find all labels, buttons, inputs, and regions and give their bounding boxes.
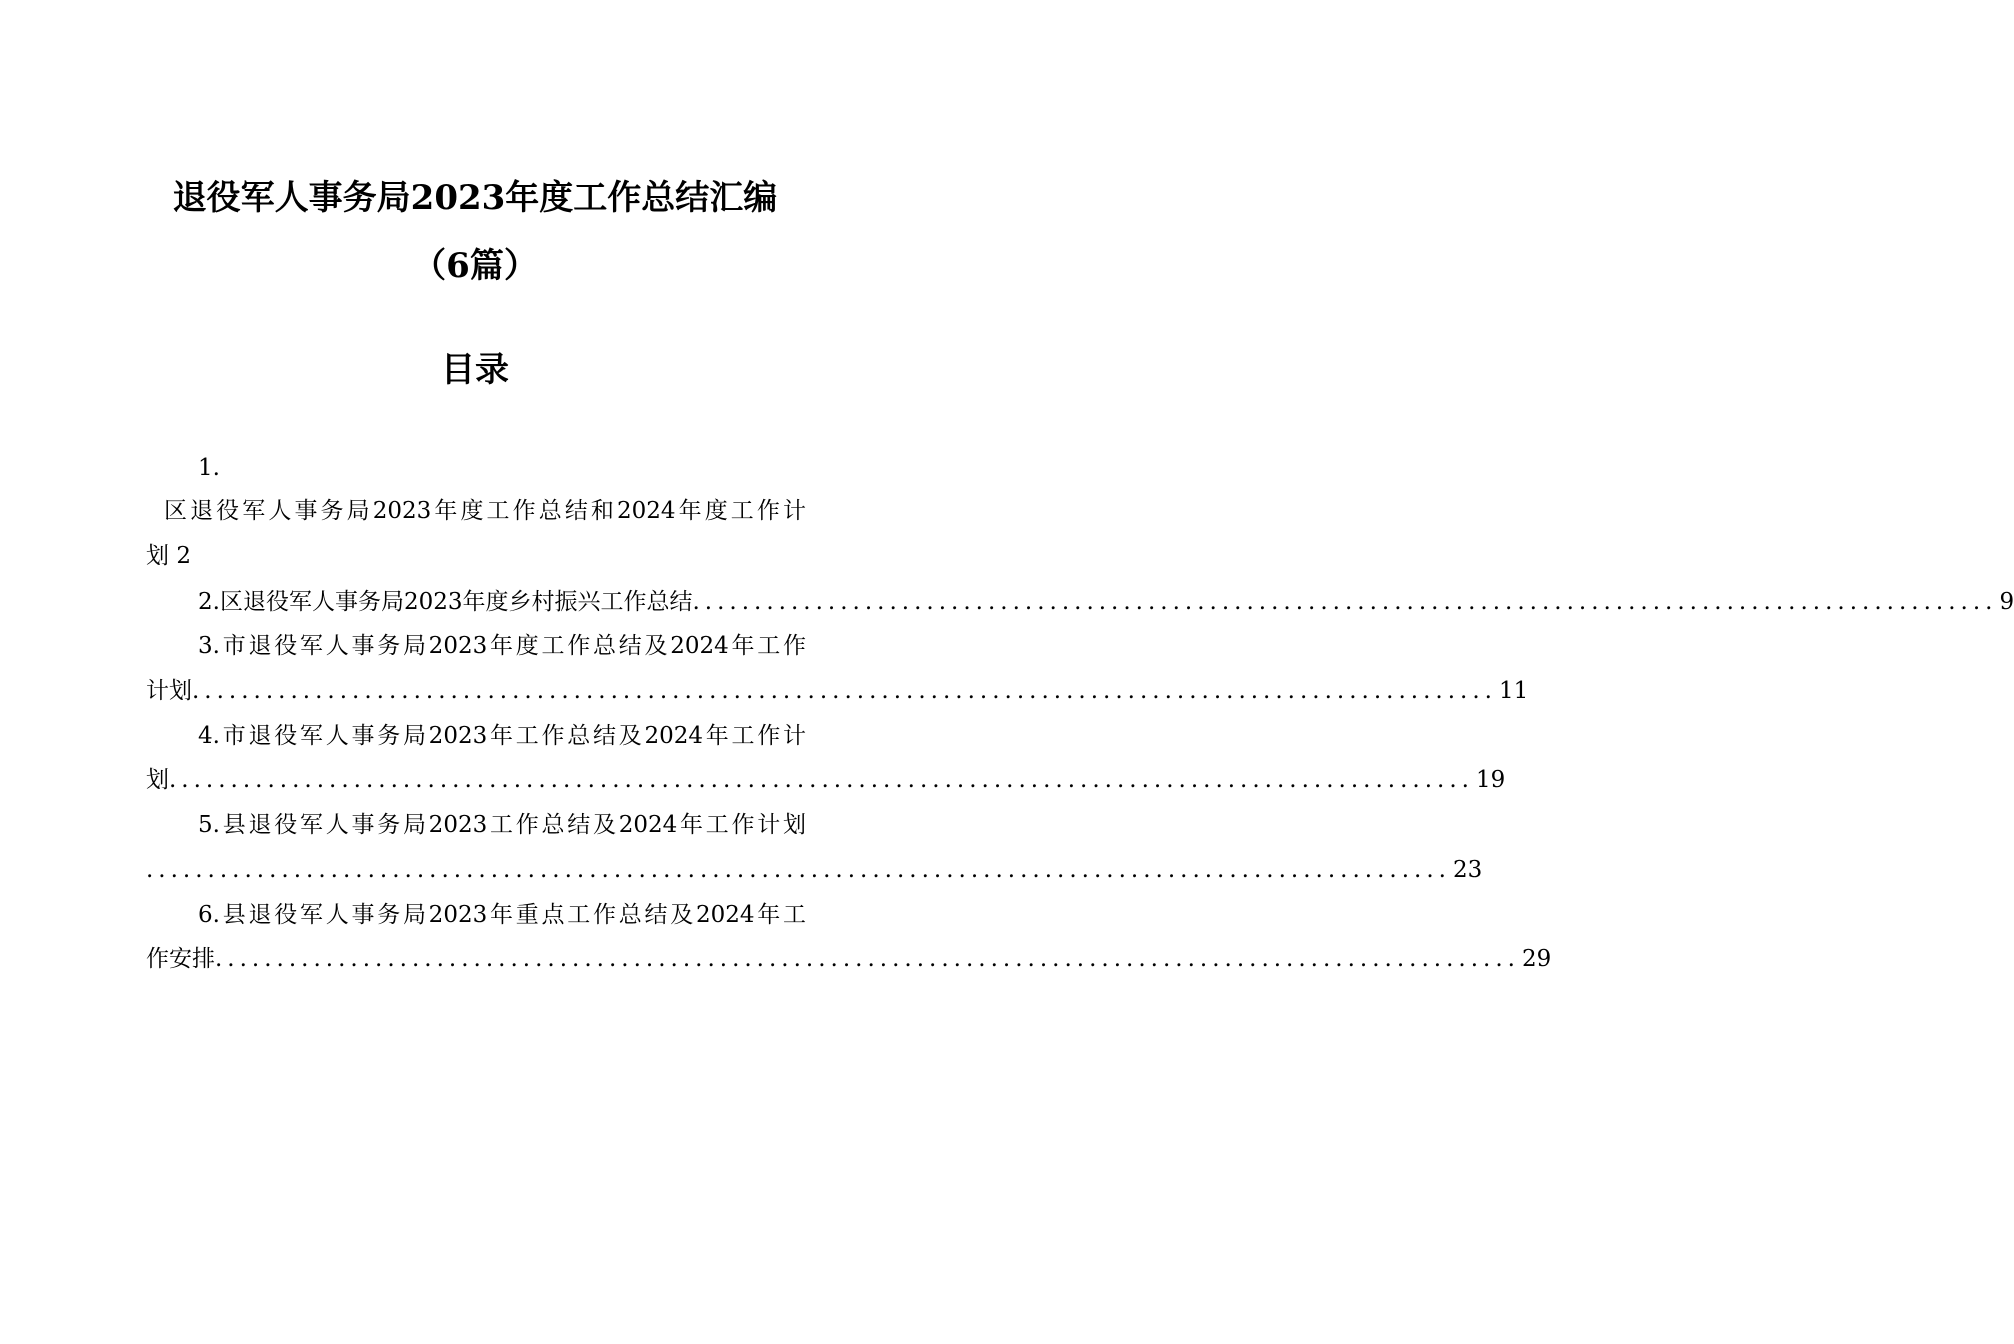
toc-entry-6-line1[interactable]: 6.县退役军人事务局2023年重点工作总结及2024年工	[198, 902, 806, 928]
toc-leader-dots: ..........................................................................................................	[215, 946, 1520, 972]
toc-entry-1-number[interactable]	[146, 451, 806, 485]
toc-entry-2[interactable]	[146, 585, 2014, 619]
toc-leader-dots: ..........................................................................................................	[192, 678, 1497, 704]
toc-entry-text: 作安排	[146, 946, 215, 972]
toc-leader-dots: ..........................................................................................................	[692, 589, 1998, 615]
toc-entry-number: 1.	[198, 455, 220, 481]
toc-entry-page: 23	[1452, 857, 1483, 883]
toc-entry-page: 19	[1475, 767, 1506, 793]
toc-entry-1-line2[interactable]	[146, 539, 806, 573]
toc-entry-5-line1[interactable]: 5.县退役军人事务局2023工作总结及2024年工作计划	[198, 812, 806, 838]
toc-entry-1-line1[interactable]: 区退役军人事务局2023年度工作总结和2024年度工作计	[164, 498, 806, 524]
toc-entry-page: 11	[1498, 678, 1529, 704]
toc-entry-text: 划	[146, 543, 169, 569]
toc-heading: 目录	[441, 350, 509, 390]
toc-entry-6-line2[interactable]	[146, 942, 1552, 976]
toc-entry-4-line2[interactable]	[146, 763, 1506, 797]
toc-leader-dots: ..........................................................................................................	[169, 767, 1474, 793]
toc-entry-page: 29	[1521, 946, 1552, 972]
toc-entry-3-line2[interactable]	[146, 674, 1529, 708]
toc-entry-4-line1[interactable]: 4.市退役军人事务局2023年工作总结及2024年工作计	[198, 723, 806, 749]
table-of-contents	[146, 0, 2014, 1000]
toc-entry-5-line2[interactable]	[146, 853, 1483, 887]
document-subtitle-count: （6篇）	[412, 246, 538, 286]
toc-leader-dots: ..........................................................................................................	[146, 857, 1451, 883]
toc-entry-page: 2	[176, 543, 191, 569]
document-title: 退役军人事务局2023年度工作总结汇编	[172, 178, 778, 218]
toc-entry-text: 划	[146, 767, 169, 793]
toc-entry-text: 计划	[146, 678, 192, 704]
toc-entry-text: 2.区退役军人事务局2023年度乡村振兴工作总结	[198, 589, 693, 615]
toc-entry-page: 9	[1999, 589, 2014, 615]
toc-entry-3-line1[interactable]: 3.市退役军人事务局2023年度工作总结及2024年工作	[198, 633, 806, 659]
